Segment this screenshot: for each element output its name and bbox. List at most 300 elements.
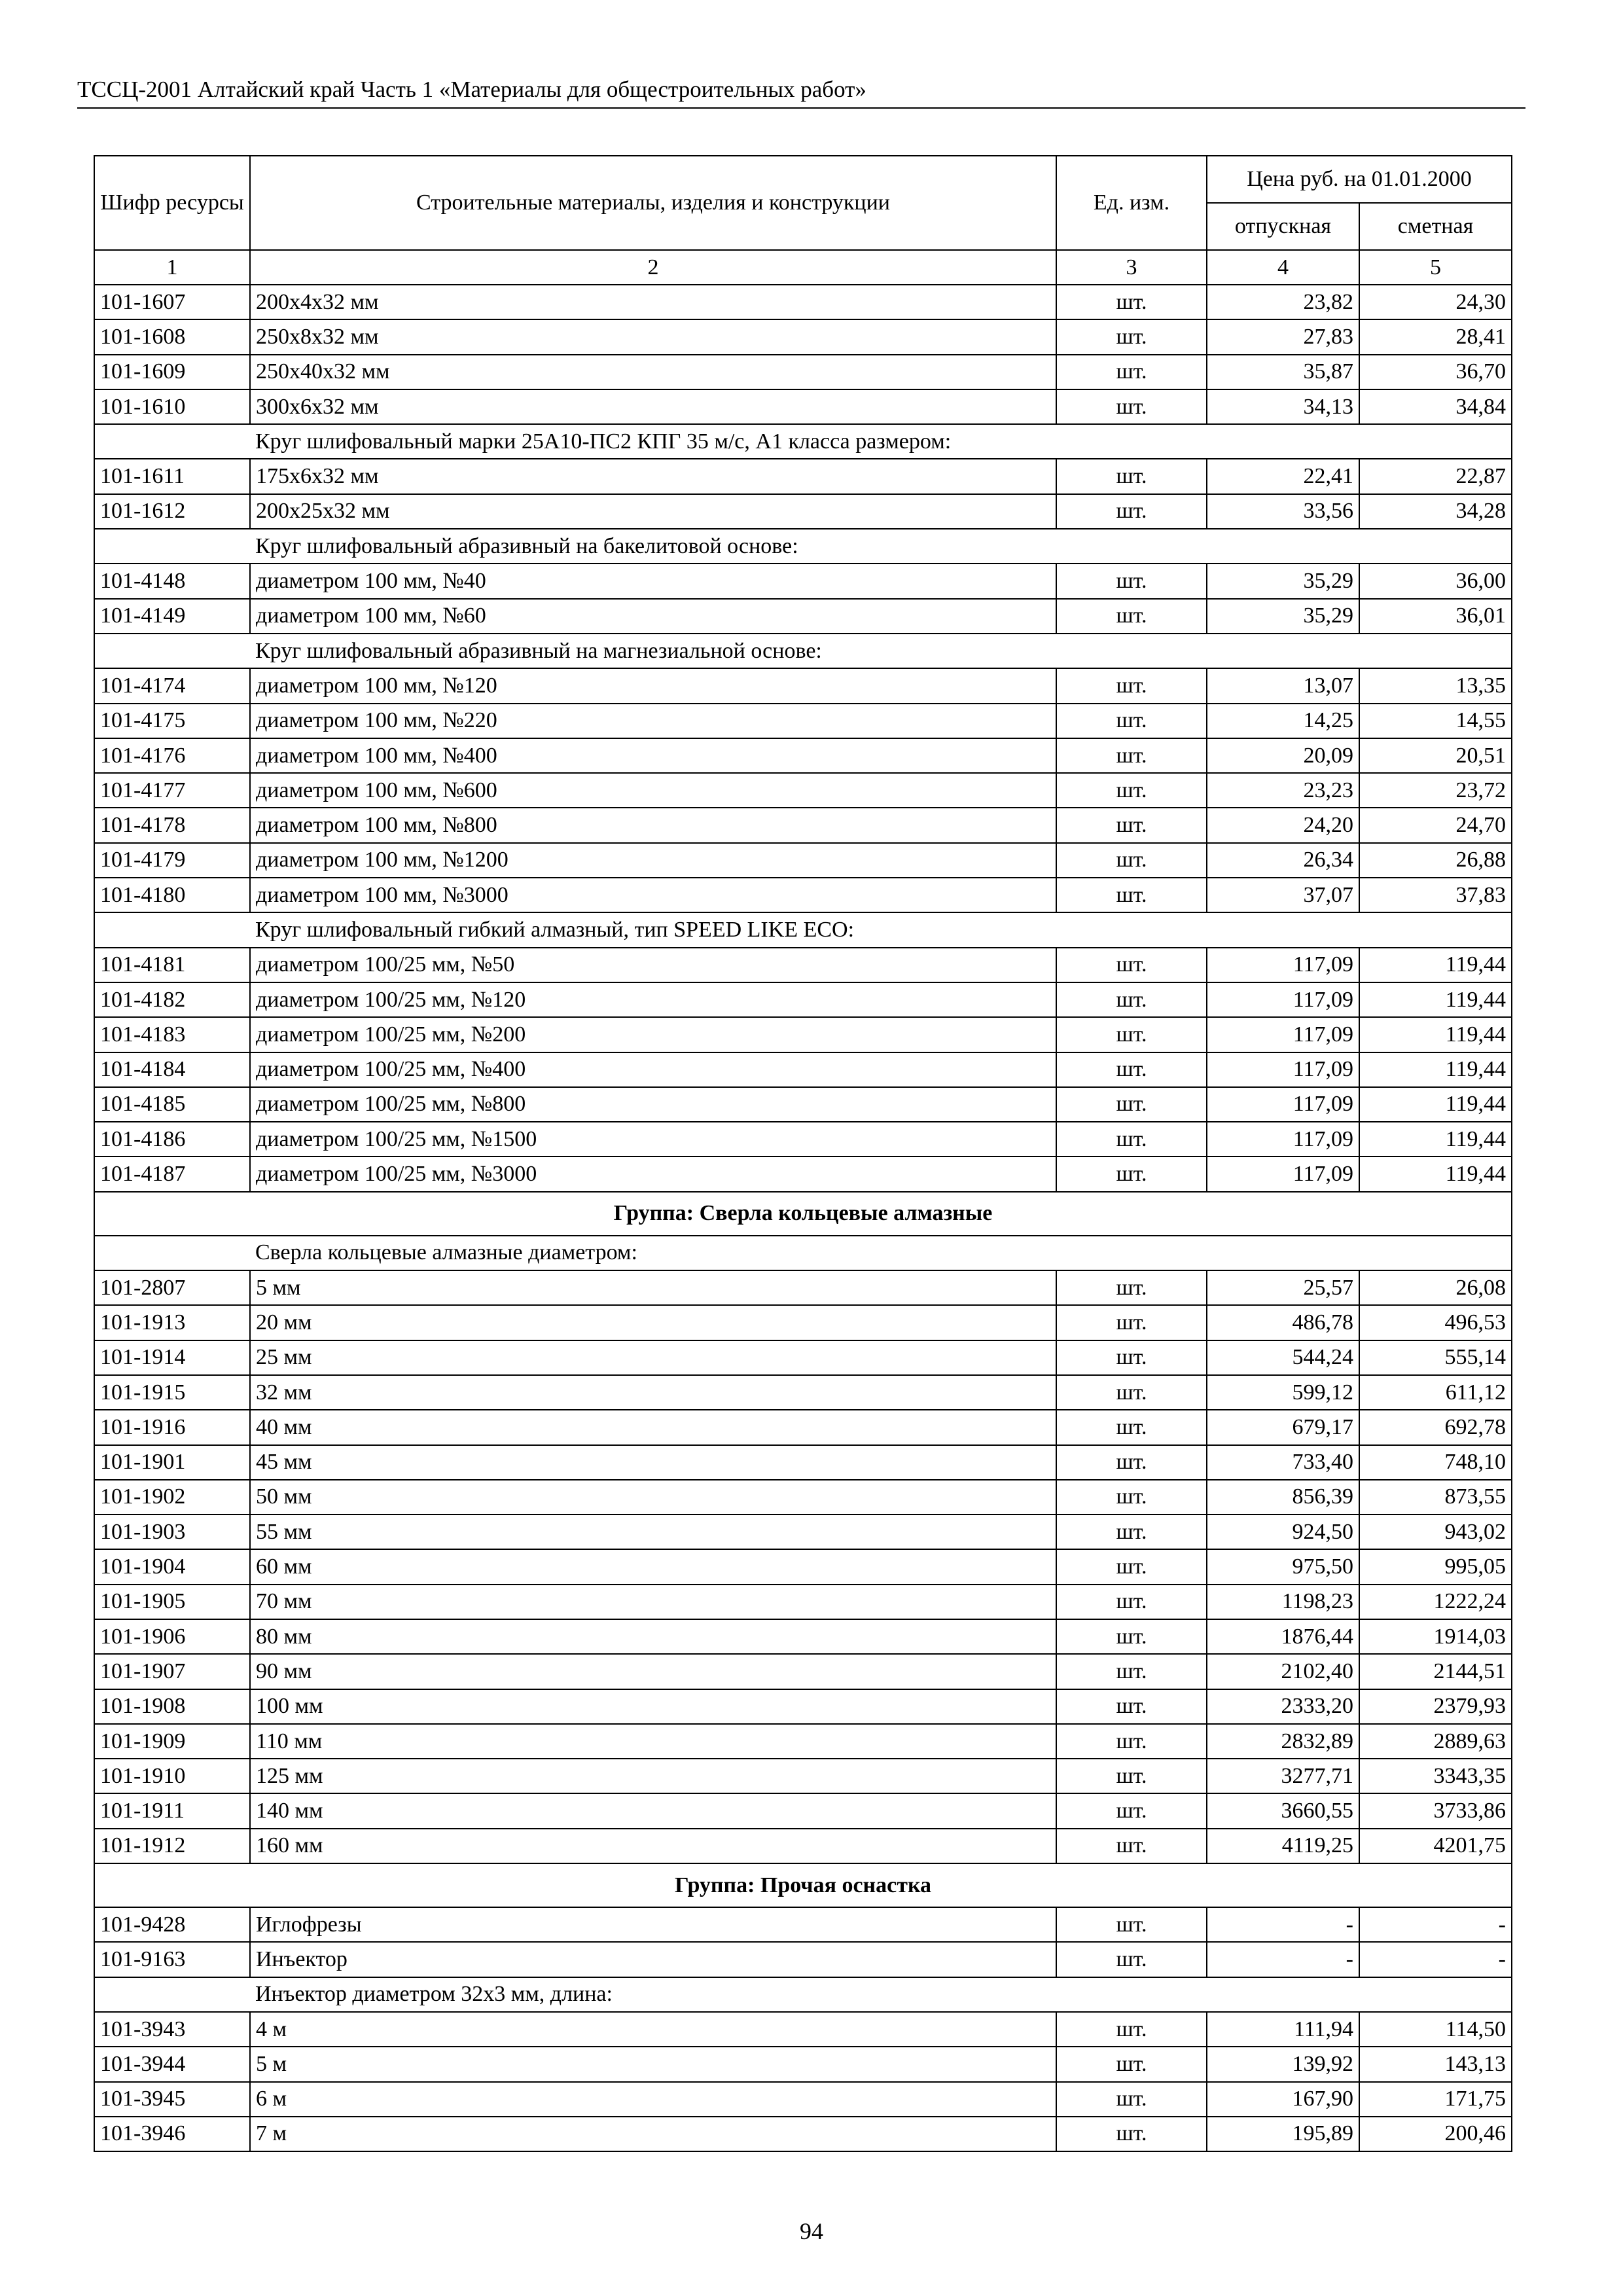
- price-estimate: 119,44: [1359, 1157, 1512, 1191]
- price-estimate: 943,02: [1359, 1515, 1512, 1549]
- unit: шт.: [1056, 2047, 1207, 2081]
- table-row: [94, 1087, 1512, 1122]
- price-estimate: 3343,35: [1359, 1759, 1512, 1793]
- unit: шт.: [1056, 1619, 1207, 1654]
- table-row: [94, 355, 1512, 389]
- empty-cell: [94, 1236, 250, 1270]
- group-title: Группа: Прочая оснастка: [94, 1863, 1512, 1907]
- unit: шт.: [1056, 1689, 1207, 1724]
- resource-code: 101-4149: [94, 599, 250, 634]
- unit: шт.: [1056, 1410, 1207, 1444]
- material-name: 125 мм: [250, 1759, 1056, 1793]
- price-release: 22,41: [1207, 459, 1359, 493]
- resource-code: 101-1905: [94, 1585, 250, 1619]
- unit: шт.: [1056, 1829, 1207, 1863]
- price-release: 1876,44: [1207, 1619, 1359, 1654]
- price-release: 14,25: [1207, 704, 1359, 738]
- material-name: диаметром 100/25 мм, №50: [250, 948, 1056, 982]
- resource-code: 101-4174: [94, 668, 250, 703]
- price-estimate: 34,84: [1359, 389, 1512, 424]
- price-release: 37,07: [1207, 878, 1359, 912]
- resource-code: 101-1608: [94, 319, 250, 354]
- page-number: 94: [800, 2218, 823, 2244]
- unit: шт.: [1056, 1445, 1207, 1480]
- price-release: 117,09: [1207, 982, 1359, 1017]
- unit: шт.: [1056, 1480, 1207, 1515]
- table-row: [94, 982, 1512, 1017]
- material-name: диаметром 100/25 мм, №3000: [250, 1157, 1056, 1191]
- price-estimate: 200,46: [1359, 2117, 1512, 2151]
- price-release: 167,90: [1207, 2082, 1359, 2117]
- resource-code: 101-4185: [94, 1087, 250, 1122]
- unit: шт.: [1056, 389, 1207, 424]
- price-release: 117,09: [1207, 1052, 1359, 1087]
- price-release: 195,89: [1207, 2117, 1359, 2151]
- subheader-text: Сверла кольцевые алмазные диаметром:: [250, 1236, 1512, 1270]
- unit: шт.: [1056, 773, 1207, 808]
- group-row: [94, 1192, 1512, 1236]
- subheader-text: Инъектор диаметром 32х3 мм, длина:: [250, 1977, 1512, 2012]
- price-release: 35,87: [1207, 355, 1359, 389]
- table-row: [94, 494, 1512, 529]
- price-release: 117,09: [1207, 1122, 1359, 1157]
- material-name: 32 мм: [250, 1375, 1056, 1410]
- price-release: 13,07: [1207, 668, 1359, 703]
- price-estimate: 26,88: [1359, 843, 1512, 878]
- material-name: диаметром 100 мм, №120: [250, 668, 1056, 703]
- empty-cell: [94, 634, 250, 668]
- unit: шт.: [1056, 285, 1207, 319]
- resource-code: 101-1915: [94, 1375, 250, 1410]
- material-name: диаметром 100/25 мм, №400: [250, 1052, 1056, 1087]
- resource-code: 101-1904: [94, 1549, 250, 1584]
- unit: шт.: [1056, 459, 1207, 493]
- material-name: диаметром 100/25 мм, №200: [250, 1017, 1056, 1052]
- table-row: [94, 808, 1512, 842]
- resource-code: 101-3945: [94, 2082, 250, 2117]
- price-release: 35,29: [1207, 599, 1359, 634]
- price-estimate: 611,12: [1359, 1375, 1512, 1410]
- table-row: [94, 704, 1512, 738]
- price-estimate: 1222,24: [1359, 1585, 1512, 1619]
- unit: шт.: [1056, 1942, 1207, 1977]
- column-number: 3: [1056, 250, 1207, 285]
- table-row: [94, 285, 1512, 319]
- unit: шт.: [1056, 878, 1207, 912]
- price-release: 23,82: [1207, 285, 1359, 319]
- price-release: 3277,71: [1207, 1759, 1359, 1793]
- unit: шт.: [1056, 319, 1207, 354]
- material-name: 25 мм: [250, 1340, 1056, 1375]
- material-name: диаметром 100 мм, №220: [250, 704, 1056, 738]
- price-estimate: 24,70: [1359, 808, 1512, 842]
- material-name: диаметром 100 мм, №400: [250, 738, 1056, 773]
- material-name: 175х6х32 мм: [250, 459, 1056, 493]
- table-row: [94, 319, 1512, 354]
- resource-code: 101-1907: [94, 1654, 250, 1689]
- material-name: 6 м: [250, 2082, 1056, 2117]
- table-row: [94, 389, 1512, 424]
- unit: шт.: [1056, 564, 1207, 598]
- material-name: 4 м: [250, 2012, 1056, 2047]
- subheader-row: [94, 529, 1512, 564]
- table-header-row: [94, 156, 1512, 203]
- price-release: 2832,89: [1207, 1724, 1359, 1759]
- price-release: 486,78: [1207, 1305, 1359, 1340]
- price-estimate: 2379,93: [1359, 1689, 1512, 1724]
- price-estimate: 20,51: [1359, 738, 1512, 773]
- resource-code: 101-1902: [94, 1480, 250, 1515]
- price-release: -: [1207, 1942, 1359, 1977]
- price-estimate: 119,44: [1359, 1052, 1512, 1087]
- material-name: 7 м: [250, 2117, 1056, 2151]
- resource-code: 101-1908: [94, 1689, 250, 1724]
- table-row: [94, 1515, 1512, 1549]
- price-estimate: 119,44: [1359, 1017, 1512, 1052]
- unit: шт.: [1056, 1375, 1207, 1410]
- unit: шт.: [1056, 1270, 1207, 1305]
- material-name: диаметром 100 мм, №800: [250, 808, 1056, 842]
- resource-code: 101-1901: [94, 1445, 250, 1480]
- price-estimate: 36,00: [1359, 564, 1512, 598]
- price-estimate: 37,83: [1359, 878, 1512, 912]
- unit: шт.: [1056, 704, 1207, 738]
- price-release: 27,83: [1207, 319, 1359, 354]
- material-name: 45 мм: [250, 1445, 1056, 1480]
- price-release: 679,17: [1207, 1410, 1359, 1444]
- material-name: 250х40х32 мм: [250, 355, 1056, 389]
- table-row: [94, 1549, 1512, 1584]
- material-name: 90 мм: [250, 1654, 1056, 1689]
- column-number: 4: [1207, 250, 1359, 285]
- resource-code: 101-3943: [94, 2012, 250, 2047]
- subheader-text: Круг шлифовальный марки 25А10-ПС2 КПГ 35 м/с, А1 класса размером:: [250, 424, 1512, 459]
- group-row: [94, 1863, 1512, 1907]
- price-release: 117,09: [1207, 1017, 1359, 1052]
- material-name: диаметром 100/25 мм, №1500: [250, 1122, 1056, 1157]
- price-release: 35,29: [1207, 564, 1359, 598]
- material-name: 50 мм: [250, 1480, 1056, 1515]
- unit: шт.: [1056, 1759, 1207, 1793]
- unit: шт.: [1056, 948, 1207, 982]
- material-name: диаметром 100 мм, №1200: [250, 843, 1056, 878]
- price-estimate: 1914,03: [1359, 1619, 1512, 1654]
- resource-code: 101-1609: [94, 355, 250, 389]
- subheader-row: [94, 1977, 1512, 2012]
- resource-code: 101-9163: [94, 1942, 250, 1977]
- price-release: 33,56: [1207, 494, 1359, 529]
- unit: шт.: [1056, 668, 1207, 703]
- resource-code: 101-4175: [94, 704, 250, 738]
- resource-code: 101-1916: [94, 1410, 250, 1444]
- material-name: 5 мм: [250, 1270, 1056, 1305]
- unit: шт.: [1056, 1515, 1207, 1549]
- resource-code: 101-9428: [94, 1907, 250, 1942]
- price-estimate: 119,44: [1359, 1087, 1512, 1122]
- unit: шт.: [1056, 1017, 1207, 1052]
- price-estimate: 24,30: [1359, 285, 1512, 319]
- price-release: 139,92: [1207, 2047, 1359, 2081]
- price-release: 4119,25: [1207, 1829, 1359, 1863]
- column-header-price-group: Цена руб. на 01.01.2000: [1207, 156, 1512, 203]
- empty-cell: [94, 529, 250, 564]
- price-estimate: 26,08: [1359, 1270, 1512, 1305]
- table-row: [94, 773, 1512, 808]
- unit: шт.: [1056, 843, 1207, 878]
- price-estimate: 496,53: [1359, 1305, 1512, 1340]
- unit: шт.: [1056, 1654, 1207, 1689]
- price-release: 117,09: [1207, 1087, 1359, 1122]
- price-estimate: 34,28: [1359, 494, 1512, 529]
- price-estimate: 23,72: [1359, 773, 1512, 808]
- resource-code: 101-1610: [94, 389, 250, 424]
- price-estimate: -: [1359, 1907, 1512, 1942]
- unit: шт.: [1056, 1549, 1207, 1584]
- material-name: диаметром 100/25 мм, №800: [250, 1087, 1056, 1122]
- column-header-price-estimate: сметная: [1359, 203, 1512, 250]
- resource-code: 101-1906: [94, 1619, 250, 1654]
- material-name: Иглофрезы: [250, 1907, 1056, 1942]
- resource-code: 101-4187: [94, 1157, 250, 1191]
- price-estimate: 2889,63: [1359, 1724, 1512, 1759]
- resource-code: 101-1607: [94, 285, 250, 319]
- unit: шт.: [1056, 1157, 1207, 1191]
- table-row: [94, 1410, 1512, 1444]
- unit: шт.: [1056, 808, 1207, 842]
- table-row: [94, 599, 1512, 634]
- price-estimate: 36,01: [1359, 599, 1512, 634]
- resource-code: 101-4182: [94, 982, 250, 1017]
- subheader-row: [94, 1236, 1512, 1270]
- table-row: [94, 1480, 1512, 1515]
- table-row: [94, 1375, 1512, 1410]
- material-name: диаметром 100/25 мм, №120: [250, 982, 1056, 1017]
- subheader-text: Круг шлифовальный абразивный на магнезиальной основе:: [250, 634, 1512, 668]
- price-table-body: [94, 156, 1512, 2151]
- column-number: 1: [94, 250, 250, 285]
- resource-code: 101-4177: [94, 773, 250, 808]
- price-estimate: -: [1359, 1942, 1512, 1977]
- resource-code: 101-1914: [94, 1340, 250, 1375]
- table-row: [94, 1270, 1512, 1305]
- material-name: 5 м: [250, 2047, 1056, 2081]
- material-name: 200х25х32 мм: [250, 494, 1056, 529]
- table-row: [94, 878, 1512, 912]
- price-release: 111,94: [1207, 2012, 1359, 2047]
- price-estimate: 995,05: [1359, 1549, 1512, 1584]
- price-release: 26,34: [1207, 843, 1359, 878]
- price-release: 117,09: [1207, 948, 1359, 982]
- price-release: 599,12: [1207, 1375, 1359, 1410]
- resource-code: 101-1913: [94, 1305, 250, 1340]
- price-estimate: 3733,86: [1359, 1793, 1512, 1828]
- price-release: 733,40: [1207, 1445, 1359, 1480]
- table-row: [94, 1689, 1512, 1724]
- price-estimate: 28,41: [1359, 319, 1512, 354]
- material-name: 110 мм: [250, 1724, 1056, 1759]
- material-name: диаметром 100 мм, №3000: [250, 878, 1056, 912]
- column-header-name: Строительные материалы, изделия и конструкции: [250, 156, 1056, 250]
- table-row: [94, 1724, 1512, 1759]
- resource-code: 101-3944: [94, 2047, 250, 2081]
- resource-code: 101-1912: [94, 1829, 250, 1863]
- resource-code: 101-4184: [94, 1052, 250, 1087]
- material-name: 100 мм: [250, 1689, 1056, 1724]
- table-row: [94, 843, 1512, 878]
- table-row: [94, 1585, 1512, 1619]
- material-name: 300х6х32 мм: [250, 389, 1056, 424]
- material-name: диаметром 100 мм, №40: [250, 564, 1056, 598]
- empty-cell: [94, 1977, 250, 2012]
- price-release: 544,24: [1207, 1340, 1359, 1375]
- table-row: [94, 2012, 1512, 2047]
- material-name: 60 мм: [250, 1549, 1056, 1584]
- unit: шт.: [1056, 1585, 1207, 1619]
- unit: шт.: [1056, 1052, 1207, 1087]
- column-header-code: Шифр ресурсы: [94, 156, 250, 250]
- empty-cell: [94, 424, 250, 459]
- material-name: диаметром 100 мм, №600: [250, 773, 1056, 808]
- column-number: 5: [1359, 250, 1512, 285]
- table-row: [94, 1907, 1512, 1942]
- table-row: [94, 1052, 1512, 1087]
- material-name: 250х8х32 мм: [250, 319, 1056, 354]
- resource-code: 101-4181: [94, 948, 250, 982]
- table-row: [94, 1793, 1512, 1828]
- unit: шт.: [1056, 1724, 1207, 1759]
- resource-code: 101-1909: [94, 1724, 250, 1759]
- price-estimate: 171,75: [1359, 2082, 1512, 2117]
- price-estimate: 119,44: [1359, 1122, 1512, 1157]
- price-estimate: 36,70: [1359, 355, 1512, 389]
- price-estimate: 22,87: [1359, 459, 1512, 493]
- resource-code: 101-2807: [94, 1270, 250, 1305]
- price-release: 975,50: [1207, 1549, 1359, 1584]
- table-row: [94, 1017, 1512, 1052]
- material-name: 140 мм: [250, 1793, 1056, 1828]
- table-row: [94, 564, 1512, 598]
- resource-code: 101-1611: [94, 459, 250, 493]
- column-header-price-release: отпускная: [1207, 203, 1359, 250]
- resource-code: 101-1911: [94, 1793, 250, 1828]
- table-row: [94, 1942, 1512, 1977]
- table-row: [94, 459, 1512, 493]
- price-estimate: 13,35: [1359, 668, 1512, 703]
- unit: шт.: [1056, 1907, 1207, 1942]
- price-release: 23,23: [1207, 773, 1359, 808]
- empty-cell: [94, 912, 250, 947]
- unit: шт.: [1056, 1340, 1207, 1375]
- resource-code: 101-4186: [94, 1122, 250, 1157]
- price-release: 3660,55: [1207, 1793, 1359, 1828]
- subheader-row: [94, 424, 1512, 459]
- resource-code: 101-4176: [94, 738, 250, 773]
- resource-code: 101-4180: [94, 878, 250, 912]
- table-row: [94, 2047, 1512, 2081]
- price-release: 2333,20: [1207, 1689, 1359, 1724]
- resource-code: 101-4183: [94, 1017, 250, 1052]
- unit: шт.: [1056, 2117, 1207, 2151]
- material-name: диаметром 100 мм, №60: [250, 599, 1056, 634]
- material-name: 55 мм: [250, 1515, 1056, 1549]
- price-estimate: 143,13: [1359, 2047, 1512, 2081]
- table-row: [94, 1759, 1512, 1793]
- resource-code: 101-1612: [94, 494, 250, 529]
- price-release: 1198,23: [1207, 1585, 1359, 1619]
- price-release: 856,39: [1207, 1480, 1359, 1515]
- column-header-unit: Ед. изм.: [1056, 156, 1207, 250]
- group-title: Группа: Сверла кольцевые алмазные: [94, 1192, 1512, 1236]
- unit: шт.: [1056, 1305, 1207, 1340]
- material-name: 70 мм: [250, 1585, 1056, 1619]
- table-row: [94, 2082, 1512, 2117]
- material-name: 80 мм: [250, 1619, 1056, 1654]
- table-row: [94, 668, 1512, 703]
- unit: шт.: [1056, 1087, 1207, 1122]
- price-release: 25,57: [1207, 1270, 1359, 1305]
- subheader-text: Круг шлифовальный гибкий алмазный, тип SPEED LIKE ECO:: [250, 912, 1512, 947]
- material-name: 200х4х32 мм: [250, 285, 1056, 319]
- unit: шт.: [1056, 599, 1207, 634]
- subheader-row: [94, 634, 1512, 668]
- price-estimate: 119,44: [1359, 948, 1512, 982]
- table-row: [94, 1305, 1512, 1340]
- price-release: -: [1207, 1907, 1359, 1942]
- price-release: 24,20: [1207, 808, 1359, 842]
- price-estimate: 4201,75: [1359, 1829, 1512, 1863]
- table-row: [94, 1340, 1512, 1375]
- unit: шт.: [1056, 738, 1207, 773]
- table-row: [94, 1654, 1512, 1689]
- price-estimate: 119,44: [1359, 982, 1512, 1017]
- material-name: Инъектор: [250, 1942, 1056, 1977]
- resource-code: 101-4179: [94, 843, 250, 878]
- material-name: 160 мм: [250, 1829, 1056, 1863]
- unit: шт.: [1056, 494, 1207, 529]
- price-estimate: 114,50: [1359, 2012, 1512, 2047]
- price-estimate: 14,55: [1359, 704, 1512, 738]
- price-release: 924,50: [1207, 1515, 1359, 1549]
- price-release: 2102,40: [1207, 1654, 1359, 1689]
- unit: шт.: [1056, 2082, 1207, 2117]
- price-release: 117,09: [1207, 1157, 1359, 1191]
- price-release: 34,13: [1207, 389, 1359, 424]
- resource-code: 101-1903: [94, 1515, 250, 1549]
- resource-code: 101-4178: [94, 808, 250, 842]
- unit: шт.: [1056, 1122, 1207, 1157]
- resource-code: 101-1910: [94, 1759, 250, 1793]
- table-row: [94, 1445, 1512, 1480]
- price-estimate: 873,55: [1359, 1480, 1512, 1515]
- unit: шт.: [1056, 1793, 1207, 1828]
- price-table: [94, 155, 1512, 2152]
- resource-code: 101-3946: [94, 2117, 250, 2151]
- table-row: [94, 738, 1512, 773]
- resource-code: 101-4148: [94, 564, 250, 598]
- unit: шт.: [1056, 355, 1207, 389]
- material-name: 40 мм: [250, 1410, 1056, 1444]
- price-estimate: 748,10: [1359, 1445, 1512, 1480]
- page-header: ТССЦ-2001 Алтайский край Часть 1 «Материалы для общестроительных работ»: [77, 73, 1525, 109]
- column-number-row: [94, 250, 1512, 285]
- subheader-text: Круг шлифовальный абразивный на бакелитовой основе:: [250, 529, 1512, 564]
- table-row: [94, 2117, 1512, 2151]
- unit: шт.: [1056, 982, 1207, 1017]
- table-row: [94, 948, 1512, 982]
- table-row: [94, 1122, 1512, 1157]
- price-estimate: 692,78: [1359, 1410, 1512, 1444]
- unit: шт.: [1056, 2012, 1207, 2047]
